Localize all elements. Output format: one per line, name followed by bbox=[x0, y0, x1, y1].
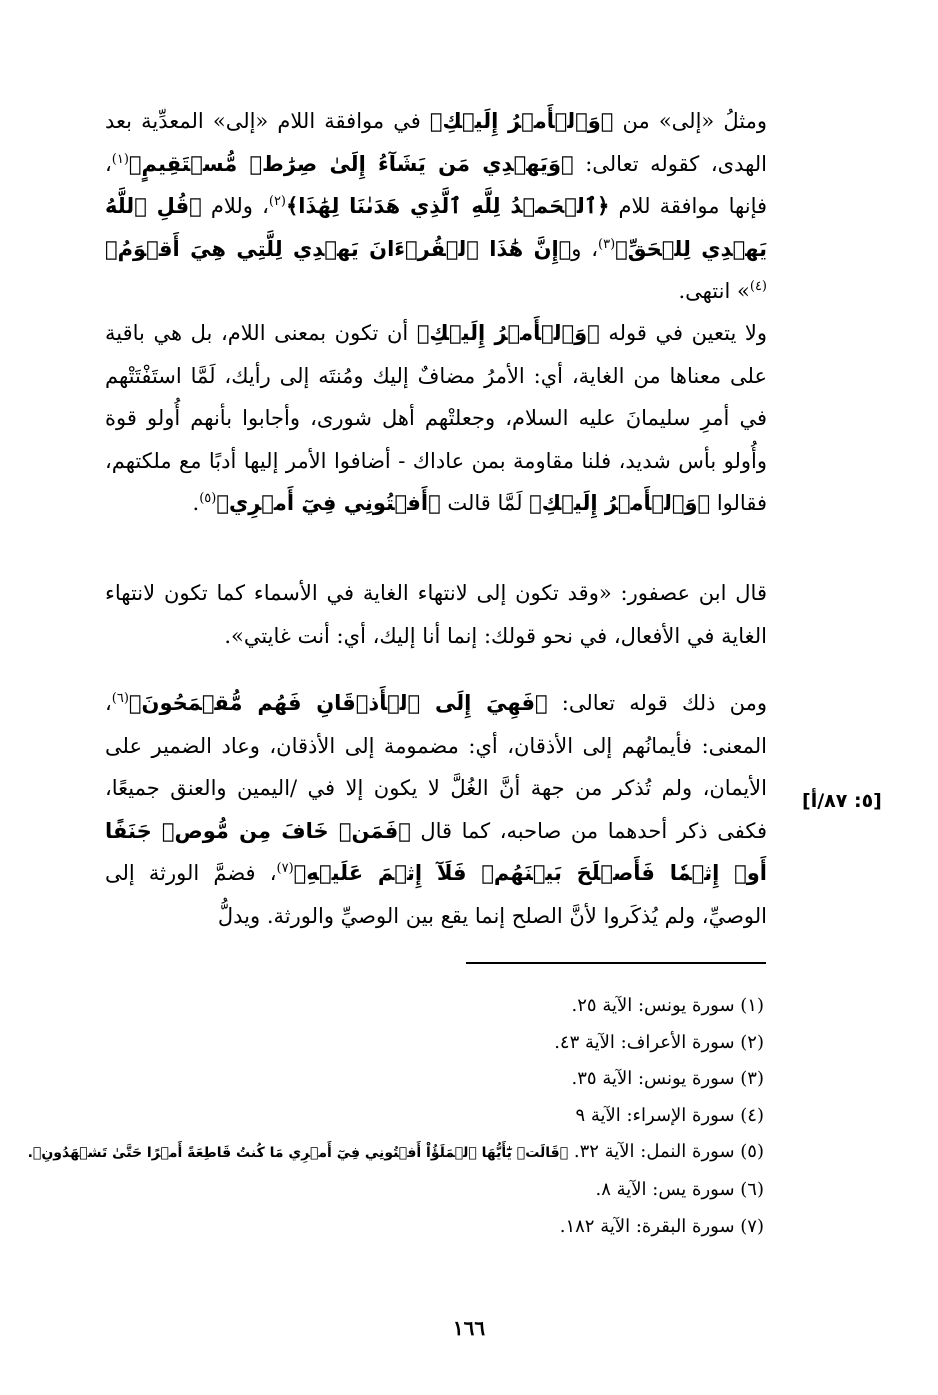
footnote-text: سورة يس: الآية ٨. bbox=[595, 1178, 735, 1200]
text-run: ، فإنها موافقة للام bbox=[105, 151, 768, 218]
quran-verse: ﴿وَٱلۡأَمۡرُ إِلَيۡكِ﴾ bbox=[429, 109, 614, 133]
quran-verse: ﴿وَٱلۡأَمۡرُ إِلَيۡكِ﴾ bbox=[529, 491, 711, 515]
footnote-quran-verse: ﴿قَالَتۡ يَٰٓأَيُّهَا ٱلۡمَلَؤُاْ أَفۡتُونِي فِيٓ أَمۡرِي مَا كُنتُ قَاطِعَةً أَمۡرًا حَتَّىٰ تَشۡهَدُونِ﴾. bbox=[27, 1145, 569, 1162]
footnote-text: سورة النمل: الآية ٣٢. bbox=[568, 1141, 735, 1163]
footnote-item bbox=[64, 1209, 764, 1246]
footnote-marker[interactable]: (١) bbox=[111, 151, 129, 167]
footnote-marker[interactable]: (٣) bbox=[598, 236, 616, 252]
footnote-number: (٢) bbox=[740, 1031, 764, 1053]
footnote-item bbox=[64, 1098, 764, 1135]
footnote-item bbox=[27, 1134, 764, 1172]
manuscript-folio-reference: [٥: ٨٧/أ] bbox=[802, 790, 882, 812]
body-paragraph-2 bbox=[105, 312, 767, 525]
text-run: في موافقة اللام «إلى» المعدِّية بعد الهدى، كقوله تعالى: bbox=[105, 109, 767, 176]
footnote-marker[interactable]: (٧) bbox=[276, 861, 294, 876]
quran-verse: ﴿وَيَهۡدِي مَن يَشَآءُ إِلَىٰ صِرَٰطٖ مُّسۡتَقِيمٍ﴾ bbox=[128, 151, 574, 176]
body-paragraph-3 bbox=[105, 572, 767, 657]
text-run: قال ابن عصفور: «وقد تكون إلى لانتهاء الغاية في الأسماء كما تكون لانتهاء الغاية في الأفعال، في نحو قولك: إنما أنا إليك، أي: أنت غايتي». bbox=[105, 581, 767, 648]
footnote-item bbox=[64, 1061, 764, 1098]
footnote-item bbox=[64, 1172, 764, 1209]
quran-verse: ﴿فَمَنۡ خَافَ مِن مُّوصٖ جَنَفًا أَوۡ إِثۡمٗا فَأَصۡلَحَ بَيۡنَهُمۡ فَلَآ إِثۡمَ عَلَيۡهِ﴾ bbox=[105, 818, 767, 885]
text-run: ومثلُ «إلى» من bbox=[613, 109, 767, 133]
footnote-number: (٣) bbox=[740, 1068, 764, 1090]
quran-verse: ﴿قُلِ ٱللَّهُ يَهۡدِي لِلۡحَقِّ﴾ bbox=[105, 194, 767, 261]
footnote-text: سورة الأعراف: الآية ٤٣. bbox=[554, 1031, 735, 1053]
footnote-text: سورة البقرة: الآية ١٨٢. bbox=[559, 1215, 735, 1237]
footnote-number: (٦) bbox=[740, 1178, 764, 1200]
text-run: أن تكون بمعنى اللام، بل هي باقية على معناها من الغاية، أي: الأمرُ مضافٌ إليك ومُنتَه إلى رأيك، لَمَّا استَفْتَتْهم في أمرِ سليمانَ عليه السلام، وجعلتْهم أهل شورى، وأجابوا بأنهم أُولو قوة وأُولو بأس شديد، فلنا مقاومة بمن عاداك - أضافوا الأمر إليها أدبًا مع ملكتهم، فقالوا bbox=[105, 321, 767, 515]
text-run: ومن ذلك قوله تعالى: bbox=[547, 691, 767, 715]
quran-verse: ﴿وَٱلۡأَمۡرُ إِلَيۡكِ﴾ bbox=[416, 321, 600, 345]
footnote-number: (١) bbox=[740, 995, 764, 1016]
footnote-text: سورة يونس: الآية ٢٥. bbox=[571, 995, 735, 1016]
quran-verse: ﴿فَهِيَ إِلَى ٱلۡأَذۡقَانِ فَهُم مُّقۡمَحُونَ﴾ bbox=[128, 691, 548, 715]
text-run: ولا يتعين في قوله bbox=[599, 321, 767, 345]
text-run: » انتهى. bbox=[678, 279, 750, 303]
page-number: ١٦٦ bbox=[452, 1316, 486, 1340]
text-run: لَمَّا قالت bbox=[440, 491, 530, 515]
footnote-number: (٤) bbox=[740, 1104, 764, 1126]
text-run: . bbox=[192, 491, 200, 515]
footnote-number: (٥) bbox=[740, 1141, 764, 1163]
footnotes-list bbox=[27, 988, 764, 1245]
text-run: ، فضمَّ الورثة إلى الوصيِّ، ولم يُذكَروا لأنَّ الصلح إنما يقع بين الوصيِّ والورثة. ويدلُّ bbox=[105, 861, 767, 928]
quran-verse: ﴿ٱلۡحَمۡدُ لِلَّهِ ٱلَّذِي هَدَىٰنَا لِهَٰذَا﴾ bbox=[286, 194, 610, 218]
text-run: ، المعنى: فأيمانُهم إلى الأذقان، أي: مضمومة إلى الأذقان، وعاد الضمير على الأيمان، ولم تُذكر من جهة أنَّ الغُلَّ لا يكون إلا في /اليمين والعنق جميعًا، فكفى ذكر أحدهما من صاحبه، كما قال bbox=[105, 691, 767, 843]
footnote-marker[interactable]: (٥) bbox=[199, 491, 217, 506]
text-run: ، وللام bbox=[201, 194, 269, 218]
footnote-separator bbox=[466, 962, 766, 964]
footnote-text: سورة الإسراء: الآية ٩ bbox=[575, 1104, 735, 1126]
footnote-marker[interactable]: (٤) bbox=[749, 279, 767, 294]
footnote-text: سورة يونس: الآية ٣٥. bbox=[571, 1068, 735, 1090]
footnote-item bbox=[64, 988, 764, 1025]
text-run: ، و bbox=[571, 236, 598, 261]
quran-verse: ﴿أَفۡتُونِي فِيٓ أَمۡرِي﴾ bbox=[216, 491, 441, 515]
quran-verse: ﴿إِنَّ هَٰذَا ٱلۡقُرۡءَانَ يَهۡدِي لِلَّتِي هِيَ أَقۡوَمُ﴾ bbox=[105, 236, 572, 261]
body-paragraph-4 bbox=[105, 682, 767, 937]
footnote-marker[interactable]: (٢) bbox=[268, 194, 286, 209]
footnote-number: (٧) bbox=[740, 1215, 764, 1237]
footnote-item bbox=[64, 1025, 764, 1062]
body-paragraph-1 bbox=[105, 100, 767, 313]
footnote-marker[interactable]: (٦) bbox=[111, 691, 129, 706]
